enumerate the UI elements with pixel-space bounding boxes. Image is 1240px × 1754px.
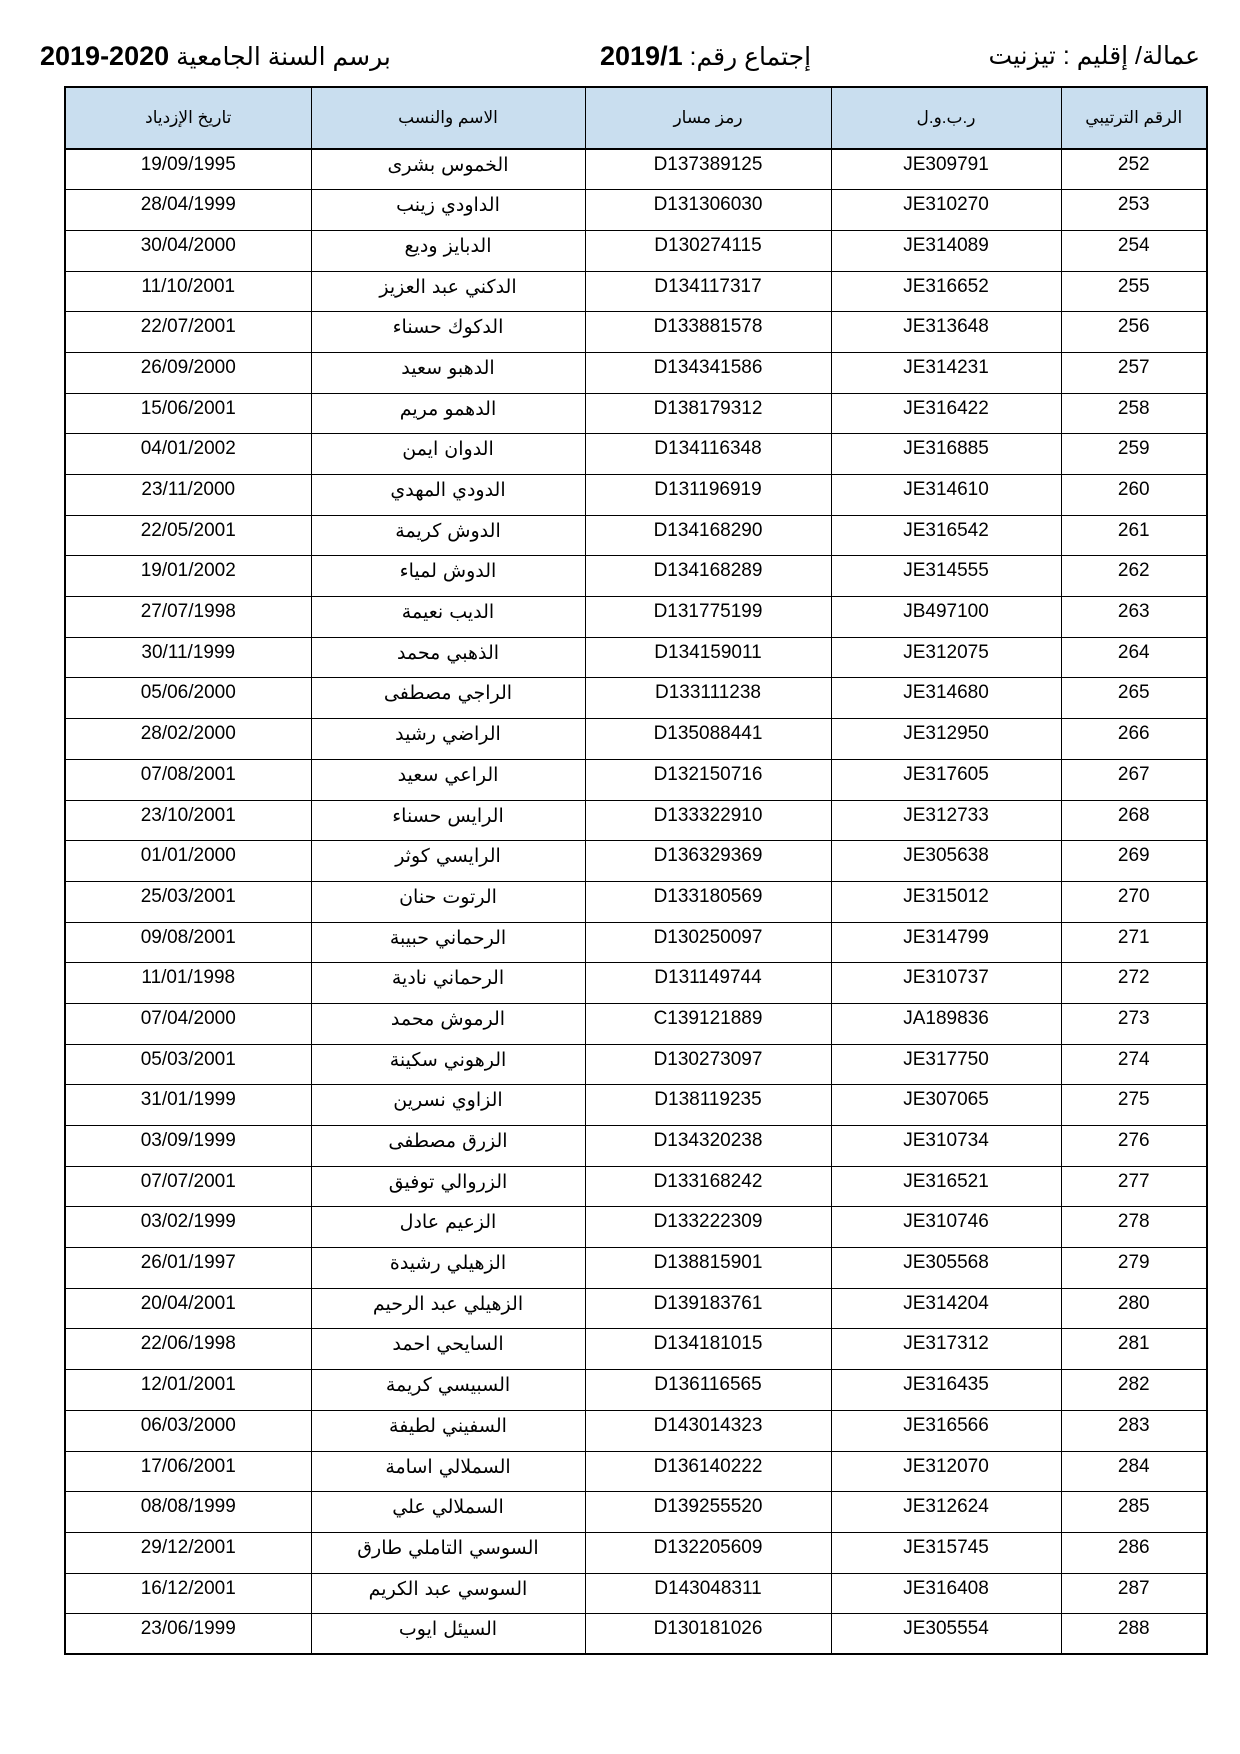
- cell-birth-date: 04/01/2002: [65, 434, 311, 475]
- cell-order-number: 280: [1061, 1288, 1207, 1329]
- cell-cne: JE307065: [831, 1085, 1061, 1126]
- cell-birth-date: 19/01/2002: [65, 556, 311, 597]
- cell-full-name: الدودي المهدي: [311, 475, 585, 516]
- cell-order-number: 253: [1061, 190, 1207, 231]
- cell-birth-date: 01/01/2000: [65, 841, 311, 882]
- cell-massar-code: D134181015: [585, 1329, 831, 1370]
- cell-birth-date: 12/01/2001: [65, 1370, 311, 1411]
- cell-cne: JE316521: [831, 1166, 1061, 1207]
- table-row: [65, 1166, 1207, 1207]
- table-row: [65, 1614, 1207, 1655]
- cell-order-number: 277: [1061, 1166, 1207, 1207]
- cell-full-name: السايحي احمد: [311, 1329, 585, 1370]
- cell-full-name: السيئل ايوب: [311, 1614, 585, 1655]
- column-header-cne: ر.ب.و.ل: [831, 87, 1061, 149]
- cell-cne: JE316408: [831, 1573, 1061, 1614]
- cell-full-name: الرايس حسناء: [311, 800, 585, 841]
- table-row: [65, 637, 1207, 678]
- cell-order-number: 275: [1061, 1085, 1207, 1126]
- cell-birth-date: 03/02/1999: [65, 1207, 311, 1248]
- cell-full-name: السفيني لطيفة: [311, 1410, 585, 1451]
- cell-massar-code: D135088441: [585, 719, 831, 760]
- cell-cne: JE316542: [831, 515, 1061, 556]
- cell-birth-date: 27/07/1998: [65, 597, 311, 638]
- cell-birth-date: 30/04/2000: [65, 230, 311, 271]
- cell-full-name: الزهيلي رشيدة: [311, 1248, 585, 1289]
- cell-full-name: السملالي اسامة: [311, 1451, 585, 1492]
- cell-birth-date: 07/07/2001: [65, 1166, 311, 1207]
- cell-birth-date: 23/10/2001: [65, 800, 311, 841]
- cell-birth-date: 16/12/2001: [65, 1573, 311, 1614]
- cell-massar-code: D130250097: [585, 922, 831, 963]
- cell-cne: JE315012: [831, 881, 1061, 922]
- cell-order-number: 257: [1061, 352, 1207, 393]
- cell-full-name: الزاوي نسرين: [311, 1085, 585, 1126]
- cell-massar-code: D134320238: [585, 1126, 831, 1167]
- cell-full-name: الرهوني سكينة: [311, 1044, 585, 1085]
- cell-full-name: الرموش محمد: [311, 1003, 585, 1044]
- cell-birth-date: 30/11/1999: [65, 637, 311, 678]
- cell-full-name: السملالي علي: [311, 1492, 585, 1533]
- cell-birth-date: 22/06/1998: [65, 1329, 311, 1370]
- meeting-label: إجتماع رقم:: [689, 43, 812, 71]
- table-row: [65, 1288, 1207, 1329]
- cell-birth-date: 28/02/2000: [65, 719, 311, 760]
- cell-cne: JE316435: [831, 1370, 1061, 1411]
- cell-massar-code: D143048311: [585, 1573, 831, 1614]
- cell-massar-code: D136140222: [585, 1451, 831, 1492]
- cell-cne: JB497100: [831, 597, 1061, 638]
- cell-massar-code: D134116348: [585, 434, 831, 475]
- cell-full-name: الدوش كريمة: [311, 515, 585, 556]
- cell-massar-code: D131149744: [585, 963, 831, 1004]
- cell-cne: JE316885: [831, 434, 1061, 475]
- table-row: [65, 922, 1207, 963]
- cell-full-name: الداودي زينب: [311, 190, 585, 231]
- cell-massar-code: D138179312: [585, 393, 831, 434]
- cell-order-number: 286: [1061, 1532, 1207, 1573]
- cell-birth-date: 09/08/2001: [65, 922, 311, 963]
- cell-massar-code: D137389125: [585, 149, 831, 190]
- table-header-row: [65, 87, 1207, 149]
- cell-order-number: 264: [1061, 637, 1207, 678]
- cell-cne: JE317312: [831, 1329, 1061, 1370]
- cell-cne: JE314231: [831, 352, 1061, 393]
- cell-birth-date: 25/03/2001: [65, 881, 311, 922]
- cell-birth-date: 11/01/1998: [65, 963, 311, 1004]
- table-row: [65, 1248, 1207, 1289]
- cell-massar-code: D132150716: [585, 759, 831, 800]
- cell-full-name: الزعيم عادل: [311, 1207, 585, 1248]
- cell-massar-code: D133881578: [585, 312, 831, 353]
- cell-cne: JE310746: [831, 1207, 1061, 1248]
- cell-order-number: 262: [1061, 556, 1207, 597]
- cell-birth-date: 15/06/2001: [65, 393, 311, 434]
- cell-massar-code: D133222309: [585, 1207, 831, 1248]
- cell-cne: JE314799: [831, 922, 1061, 963]
- cell-full-name: الزهيلي عبد الرحيم: [311, 1288, 585, 1329]
- academic-year-label: برسم السنة الجامعية: [176, 43, 391, 71]
- table-row: [65, 1451, 1207, 1492]
- table-row: [65, 1410, 1207, 1451]
- cell-cne: JE317750: [831, 1044, 1061, 1085]
- cell-full-name: الديب نعيمة: [311, 597, 585, 638]
- cell-cne: JE314204: [831, 1288, 1061, 1329]
- table-body: [65, 149, 1207, 1654]
- cell-birth-date: 19/09/1995: [65, 149, 311, 190]
- column-header-birth-date: تاريخ الإزدياد: [65, 87, 311, 149]
- cell-full-name: الزرق مصطفى: [311, 1126, 585, 1167]
- cell-massar-code: D134168289: [585, 556, 831, 597]
- table-row: [65, 556, 1207, 597]
- cell-order-number: 274: [1061, 1044, 1207, 1085]
- table-row: [65, 515, 1207, 556]
- cell-massar-code: D131306030: [585, 190, 831, 231]
- cell-massar-code: D130274115: [585, 230, 831, 271]
- cell-cne: JE314680: [831, 678, 1061, 719]
- cell-order-number: 279: [1061, 1248, 1207, 1289]
- table-row: [65, 149, 1207, 190]
- cell-massar-code: D138119235: [585, 1085, 831, 1126]
- cell-order-number: 254: [1061, 230, 1207, 271]
- cell-birth-date: 07/04/2000: [65, 1003, 311, 1044]
- table-row: [65, 597, 1207, 638]
- cell-cne: JE310270: [831, 190, 1061, 231]
- cell-cne: JE312070: [831, 1451, 1061, 1492]
- cell-cne: JE305554: [831, 1614, 1061, 1655]
- cell-order-number: 273: [1061, 1003, 1207, 1044]
- cell-cne: JE316422: [831, 393, 1061, 434]
- cell-birth-date: 05/06/2000: [65, 678, 311, 719]
- cell-order-number: 256: [1061, 312, 1207, 353]
- cell-full-name: الزروالي توفيق: [311, 1166, 585, 1207]
- cell-birth-date: 08/08/1999: [65, 1492, 311, 1533]
- table-row: [65, 271, 1207, 312]
- cell-birth-date: 23/06/1999: [65, 1614, 311, 1655]
- cell-massar-code: D133180569: [585, 881, 831, 922]
- cell-birth-date: 22/05/2001: [65, 515, 311, 556]
- cell-order-number: 255: [1061, 271, 1207, 312]
- column-header-full-name: الاسم والنسب: [311, 87, 585, 149]
- cell-order-number: 268: [1061, 800, 1207, 841]
- cell-order-number: 284: [1061, 1451, 1207, 1492]
- cell-cne: JE312950: [831, 719, 1061, 760]
- cell-order-number: 287: [1061, 1573, 1207, 1614]
- cell-order-number: 285: [1061, 1492, 1207, 1533]
- table-row: [65, 719, 1207, 760]
- cell-full-name: الدكني عبد العزيز: [311, 271, 585, 312]
- cell-cne: JE314089: [831, 230, 1061, 271]
- cell-birth-date: 26/09/2000: [65, 352, 311, 393]
- cell-birth-date: 28/04/1999: [65, 190, 311, 231]
- meeting-number: 2019/1: [600, 41, 683, 71]
- academic-year-value: 2019-2020: [40, 41, 170, 71]
- cell-massar-code: D139183761: [585, 1288, 831, 1329]
- cell-massar-code: D134117317: [585, 271, 831, 312]
- cell-massar-code: D143014323: [585, 1410, 831, 1451]
- cell-massar-code: C139121889: [585, 1003, 831, 1044]
- cell-order-number: 266: [1061, 719, 1207, 760]
- cell-full-name: السوسي التاملي طارق: [311, 1532, 585, 1573]
- cell-massar-code: D132205609: [585, 1532, 831, 1573]
- province-value: تيزنيت: [988, 42, 1056, 70]
- cell-cne: JE312733: [831, 800, 1061, 841]
- table-row: [65, 963, 1207, 1004]
- table-row: [65, 1085, 1207, 1126]
- table-row: [65, 1532, 1207, 1573]
- cell-cne: JE313648: [831, 312, 1061, 353]
- table-row: [65, 1044, 1207, 1085]
- table-row: [65, 881, 1207, 922]
- cell-order-number: 283: [1061, 1410, 1207, 1451]
- cell-full-name: الراجي مصطفى: [311, 678, 585, 719]
- cell-massar-code: D134341586: [585, 352, 831, 393]
- cell-order-number: 281: [1061, 1329, 1207, 1370]
- document-header: [40, 36, 1200, 76]
- cell-order-number: 272: [1061, 963, 1207, 1004]
- cell-birth-date: 06/03/2000: [65, 1410, 311, 1451]
- academic-year-heading: [40, 36, 391, 77]
- cell-order-number: 265: [1061, 678, 1207, 719]
- cell-order-number: 267: [1061, 759, 1207, 800]
- student-roster-table: [64, 86, 1208, 1655]
- province-label: عمالة/ إقليم :: [1062, 42, 1200, 70]
- cell-order-number: 282: [1061, 1370, 1207, 1411]
- cell-full-name: الدكوك حسناء: [311, 312, 585, 353]
- cell-order-number: 276: [1061, 1126, 1207, 1167]
- cell-order-number: 261: [1061, 515, 1207, 556]
- table-row: [65, 1370, 1207, 1411]
- cell-birth-date: 23/11/2000: [65, 475, 311, 516]
- table-row: [65, 1329, 1207, 1370]
- table-row: [65, 230, 1207, 271]
- cell-full-name: الراضي رشيد: [311, 719, 585, 760]
- table-row: [65, 841, 1207, 882]
- cell-cne: JE316566: [831, 1410, 1061, 1451]
- cell-order-number: 270: [1061, 881, 1207, 922]
- cell-full-name: الذهبي محمد: [311, 637, 585, 678]
- cell-massar-code: D138815901: [585, 1248, 831, 1289]
- cell-cne: JE310737: [831, 963, 1061, 1004]
- cell-birth-date: 29/12/2001: [65, 1532, 311, 1573]
- cell-cne: JE305568: [831, 1248, 1061, 1289]
- cell-full-name: الدوش لمياء: [311, 556, 585, 597]
- cell-birth-date: 05/03/2001: [65, 1044, 311, 1085]
- cell-massar-code: D133168242: [585, 1166, 831, 1207]
- table-row: [65, 1573, 1207, 1614]
- cell-order-number: 259: [1061, 434, 1207, 475]
- table-row: [65, 759, 1207, 800]
- cell-cne: JE309791: [831, 149, 1061, 190]
- table-row: [65, 352, 1207, 393]
- cell-massar-code: D136116565: [585, 1370, 831, 1411]
- cell-massar-code: D133111238: [585, 678, 831, 719]
- cell-full-name: السوسي عبد الكريم: [311, 1573, 585, 1614]
- cell-cne: JE316652: [831, 271, 1061, 312]
- table-row: [65, 1207, 1207, 1248]
- cell-order-number: 258: [1061, 393, 1207, 434]
- cell-full-name: الراعي سعيد: [311, 759, 585, 800]
- province-heading: [989, 36, 1200, 76]
- table-row: [65, 434, 1207, 475]
- cell-full-name: الدبايز وديع: [311, 230, 585, 271]
- cell-cne: JE305638: [831, 841, 1061, 882]
- cell-massar-code: D131775199: [585, 597, 831, 638]
- cell-cne: JE312075: [831, 637, 1061, 678]
- cell-cne: JE312624: [831, 1492, 1061, 1533]
- cell-massar-code: D134159011: [585, 637, 831, 678]
- cell-order-number: 271: [1061, 922, 1207, 963]
- table-row: [65, 312, 1207, 353]
- cell-full-name: الرايسي كوثر: [311, 841, 585, 882]
- cell-massar-code: D133322910: [585, 800, 831, 841]
- table-row: [65, 475, 1207, 516]
- cell-massar-code: D134168290: [585, 515, 831, 556]
- cell-massar-code: D136329369: [585, 841, 831, 882]
- cell-birth-date: 22/07/2001: [65, 312, 311, 353]
- cell-order-number: 263: [1061, 597, 1207, 638]
- cell-birth-date: 11/10/2001: [65, 271, 311, 312]
- table-row: [65, 800, 1207, 841]
- cell-order-number: 252: [1061, 149, 1207, 190]
- cell-birth-date: 17/06/2001: [65, 1451, 311, 1492]
- cell-cne: JA189836: [831, 1003, 1061, 1044]
- cell-full-name: الدوان ايمن: [311, 434, 585, 475]
- cell-full-name: الدهمو مريم: [311, 393, 585, 434]
- cell-cne: JE317605: [831, 759, 1061, 800]
- cell-order-number: 288: [1061, 1614, 1207, 1655]
- table-row: [65, 393, 1207, 434]
- cell-cne: JE310734: [831, 1126, 1061, 1167]
- cell-massar-code: D131196919: [585, 475, 831, 516]
- table-row: [65, 678, 1207, 719]
- table-row: [65, 1003, 1207, 1044]
- cell-cne: JE314555: [831, 556, 1061, 597]
- cell-full-name: الرتوت حنان: [311, 881, 585, 922]
- cell-massar-code: D130181026: [585, 1614, 831, 1655]
- cell-full-name: السبيسي كريمة: [311, 1370, 585, 1411]
- column-header-order-number: الرقم الترتيبي: [1061, 87, 1207, 149]
- cell-birth-date: 07/08/2001: [65, 759, 311, 800]
- cell-full-name: الرحماني حبيبة: [311, 922, 585, 963]
- cell-birth-date: 26/01/1997: [65, 1248, 311, 1289]
- table-row: [65, 1126, 1207, 1167]
- cell-order-number: 278: [1061, 1207, 1207, 1248]
- cell-massar-code: D139255520: [585, 1492, 831, 1533]
- cell-birth-date: 03/09/1999: [65, 1126, 311, 1167]
- column-header-massar-code: رمز مسار: [585, 87, 831, 149]
- table-row: [65, 190, 1207, 231]
- cell-order-number: 260: [1061, 475, 1207, 516]
- cell-massar-code: D130273097: [585, 1044, 831, 1085]
- cell-cne: JE314610: [831, 475, 1061, 516]
- cell-full-name: الخموس بشرى: [311, 149, 585, 190]
- cell-order-number: 269: [1061, 841, 1207, 882]
- cell-birth-date: 20/04/2001: [65, 1288, 311, 1329]
- cell-full-name: الرحماني نادية: [311, 963, 585, 1004]
- table-row: [65, 1492, 1207, 1533]
- cell-full-name: الدهبو سعيد: [311, 352, 585, 393]
- cell-cne: JE315745: [831, 1532, 1061, 1573]
- meeting-heading: [600, 36, 811, 77]
- cell-birth-date: 31/01/1999: [65, 1085, 311, 1126]
